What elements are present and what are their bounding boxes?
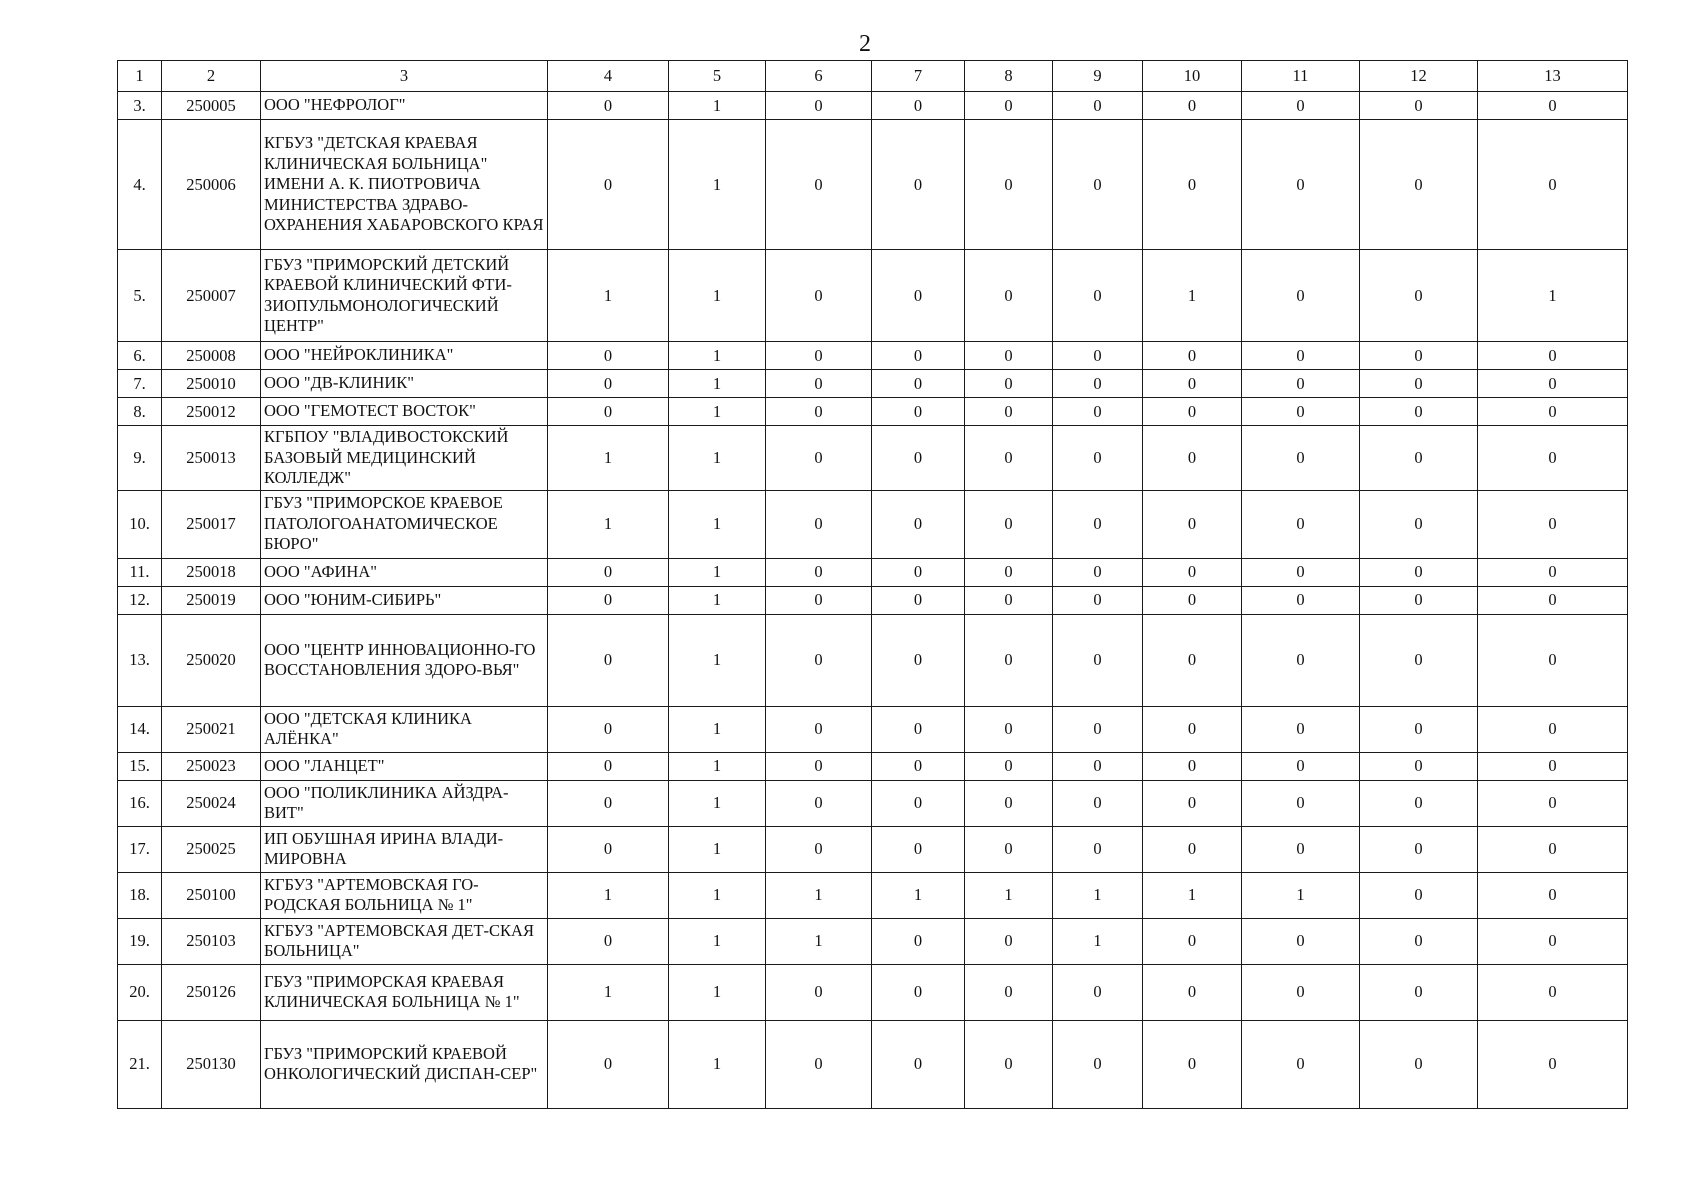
value-cell: 0 xyxy=(1053,92,1143,120)
value-cell: 0 xyxy=(1360,586,1478,614)
org-name-cell: ГБУЗ "ПРИМОРСКАЯ КРАЕВАЯ КЛИНИЧЕСКАЯ БОЛЬНИЦА № 1" xyxy=(261,964,548,1020)
value-cell: 0 xyxy=(872,752,965,780)
org-name-cell: ООО "ПОЛИКЛИНИКА АЙЗДРА-ВИТ" xyxy=(261,780,548,826)
value-cell: 0 xyxy=(1143,586,1242,614)
value-cell: 0 xyxy=(1478,706,1628,752)
org-name-cell: ООО "НЕЙРОКЛИНИКА" xyxy=(261,342,548,370)
value-cell: 0 xyxy=(1242,826,1360,872)
org-code-cell: 250021 xyxy=(162,706,261,752)
value-cell: 0 xyxy=(872,426,965,491)
page-number: 2 xyxy=(859,31,871,57)
value-cell: 0 xyxy=(872,826,965,872)
value-cell: 0 xyxy=(872,370,965,398)
value-cell: 0 xyxy=(1360,964,1478,1020)
value-cell: 0 xyxy=(548,342,669,370)
value-cell: 0 xyxy=(766,706,872,752)
org-code-cell: 250020 xyxy=(162,614,261,706)
value-cell: 0 xyxy=(965,586,1053,614)
value-cell: 0 xyxy=(965,752,1053,780)
org-name-cell: КГБУЗ "ДЕТСКАЯ КРАЕВАЯ КЛИНИЧЕСКАЯ БОЛЬНИЦА" ИМЕНИ А. К. ПИОТРОВИЧА МИНИСТЕРСТВА ЗДРАВО-ОХРАНЕНИЯ ХАБАРОВСКОГО КРАЯ xyxy=(261,120,548,250)
org-code-cell: 250024 xyxy=(162,780,261,826)
table-row xyxy=(118,614,1628,706)
value-cell: 0 xyxy=(965,490,1053,558)
value-cell: 0 xyxy=(1478,752,1628,780)
value-cell: 0 xyxy=(1478,1020,1628,1108)
value-cell: 0 xyxy=(1143,964,1242,1020)
value-cell: 0 xyxy=(1360,92,1478,120)
table-row xyxy=(118,342,1628,370)
value-cell: 0 xyxy=(1242,120,1360,250)
value-cell: 0 xyxy=(1053,586,1143,614)
value-cell: 0 xyxy=(1143,1020,1242,1108)
value-cell: 0 xyxy=(1478,780,1628,826)
value-cell: 0 xyxy=(766,614,872,706)
value-cell: 0 xyxy=(1360,370,1478,398)
value-cell: 0 xyxy=(1360,490,1478,558)
value-cell: 0 xyxy=(766,250,872,342)
row-number-cell: 12. xyxy=(118,586,162,614)
value-cell: 1 xyxy=(669,92,766,120)
value-cell: 0 xyxy=(1478,964,1628,1020)
org-name-cell: ООО "ЛАНЦЕТ" xyxy=(261,752,548,780)
org-name-cell: ИП ОБУШНАЯ ИРИНА ВЛАДИ-МИРОВНА xyxy=(261,826,548,872)
org-name-cell: ООО "ДВ-КЛИНИК" xyxy=(261,370,548,398)
value-cell: 0 xyxy=(872,250,965,342)
value-cell: 0 xyxy=(766,490,872,558)
value-cell: 0 xyxy=(872,706,965,752)
value-cell: 0 xyxy=(548,780,669,826)
header-cell: 9 xyxy=(1053,61,1143,92)
value-cell: 0 xyxy=(1143,426,1242,491)
value-cell: 0 xyxy=(1360,558,1478,586)
value-cell: 0 xyxy=(1360,426,1478,491)
table-row xyxy=(118,426,1628,491)
value-cell: 0 xyxy=(1143,490,1242,558)
value-cell: 0 xyxy=(766,826,872,872)
table-row xyxy=(118,120,1628,250)
value-cell: 0 xyxy=(872,964,965,1020)
value-cell: 1 xyxy=(669,872,766,918)
value-cell: 0 xyxy=(548,1020,669,1108)
row-number-cell: 20. xyxy=(118,964,162,1020)
value-cell: 0 xyxy=(548,826,669,872)
value-cell: 1 xyxy=(1478,250,1628,342)
value-cell: 0 xyxy=(1053,614,1143,706)
value-cell: 0 xyxy=(1053,398,1143,426)
table-row xyxy=(118,706,1628,752)
value-cell: 1 xyxy=(548,250,669,342)
org-name-cell: ООО "ЮНИМ-СИБИРЬ" xyxy=(261,586,548,614)
value-cell: 0 xyxy=(766,120,872,250)
value-cell: 1 xyxy=(669,614,766,706)
table-row xyxy=(118,586,1628,614)
value-cell: 1 xyxy=(548,490,669,558)
org-name-cell: ООО "ГЕМОТЕСТ ВОСТОК" xyxy=(261,398,548,426)
value-cell: 0 xyxy=(1053,120,1143,250)
value-cell: 0 xyxy=(1143,614,1242,706)
value-cell: 0 xyxy=(872,120,965,250)
value-cell: 0 xyxy=(1360,398,1478,426)
value-cell: 0 xyxy=(1143,398,1242,426)
header-cell: 12 xyxy=(1360,61,1478,92)
value-cell: 0 xyxy=(1143,370,1242,398)
table-row xyxy=(118,752,1628,780)
row-number-cell: 3. xyxy=(118,92,162,120)
header-cell: 7 xyxy=(872,61,965,92)
value-cell: 0 xyxy=(1360,706,1478,752)
value-cell: 0 xyxy=(1143,92,1242,120)
header-cell: 8 xyxy=(965,61,1053,92)
org-code-cell: 250008 xyxy=(162,342,261,370)
value-cell: 0 xyxy=(1478,92,1628,120)
value-cell: 0 xyxy=(1053,752,1143,780)
org-code-cell: 250018 xyxy=(162,558,261,586)
value-cell: 0 xyxy=(965,614,1053,706)
value-cell: 0 xyxy=(965,342,1053,370)
value-cell: 0 xyxy=(872,558,965,586)
value-cell: 0 xyxy=(1242,250,1360,342)
value-cell: 0 xyxy=(872,780,965,826)
value-cell: 1 xyxy=(548,964,669,1020)
row-number-cell: 10. xyxy=(118,490,162,558)
value-cell: 0 xyxy=(548,370,669,398)
value-cell: 1 xyxy=(669,342,766,370)
org-name-cell: ООО "ДЕТСКАЯ КЛИНИКА АЛЁНКА" xyxy=(261,706,548,752)
value-cell: 0 xyxy=(1242,370,1360,398)
value-cell: 0 xyxy=(548,558,669,586)
row-number-cell: 21. xyxy=(118,1020,162,1108)
value-cell: 0 xyxy=(872,342,965,370)
value-cell: 1 xyxy=(669,398,766,426)
value-cell: 0 xyxy=(1360,1020,1478,1108)
org-code-cell: 250025 xyxy=(162,826,261,872)
row-number-cell: 4. xyxy=(118,120,162,250)
row-number-cell: 16. xyxy=(118,780,162,826)
value-cell: 0 xyxy=(548,398,669,426)
value-cell: 0 xyxy=(766,342,872,370)
value-cell: 0 xyxy=(965,918,1053,964)
value-cell: 0 xyxy=(1143,342,1242,370)
value-cell: 1 xyxy=(965,872,1053,918)
header-row xyxy=(118,61,1628,92)
value-cell: 0 xyxy=(1478,826,1628,872)
value-cell: 1 xyxy=(548,872,669,918)
value-cell: 0 xyxy=(1143,752,1242,780)
value-cell: 0 xyxy=(1242,706,1360,752)
row-number-cell: 17. xyxy=(118,826,162,872)
value-cell: 0 xyxy=(1143,120,1242,250)
value-cell: 0 xyxy=(1053,426,1143,491)
row-number-cell: 5. xyxy=(118,250,162,342)
org-code-cell: 250012 xyxy=(162,398,261,426)
value-cell: 0 xyxy=(1053,706,1143,752)
value-cell: 0 xyxy=(1478,398,1628,426)
value-cell: 1 xyxy=(669,826,766,872)
value-cell: 0 xyxy=(766,558,872,586)
value-cell: 0 xyxy=(872,1020,965,1108)
value-cell: 0 xyxy=(1053,1020,1143,1108)
header-cell: 6 xyxy=(766,61,872,92)
row-number-cell: 8. xyxy=(118,398,162,426)
value-cell: 1 xyxy=(548,426,669,491)
value-cell: 0 xyxy=(965,426,1053,491)
value-cell: 0 xyxy=(1242,92,1360,120)
value-cell: 0 xyxy=(1053,370,1143,398)
org-code-cell: 250005 xyxy=(162,92,261,120)
org-code-cell: 250010 xyxy=(162,370,261,398)
value-cell: 0 xyxy=(965,398,1053,426)
value-cell: 0 xyxy=(1053,342,1143,370)
org-name-cell: КГБУЗ "АРТЕМОВСКАЯ ГО-РОДСКАЯ БОЛЬНИЦА № 1" xyxy=(261,872,548,918)
row-number-cell: 13. xyxy=(118,614,162,706)
value-cell: 1 xyxy=(872,872,965,918)
value-cell: 0 xyxy=(1242,426,1360,491)
org-code-cell: 250126 xyxy=(162,964,261,1020)
org-code-cell: 250007 xyxy=(162,250,261,342)
org-name-cell: ООО "ЦЕНТР ИННОВАЦИОННО-ГО ВОССТАНОВЛЕНИЯ ЗДОРО-ВЬЯ" xyxy=(261,614,548,706)
value-cell: 0 xyxy=(1478,614,1628,706)
header-cell: 2 xyxy=(162,61,261,92)
row-number-cell: 18. xyxy=(118,872,162,918)
value-cell: 0 xyxy=(872,92,965,120)
value-cell: 0 xyxy=(965,706,1053,752)
row-number-cell: 7. xyxy=(118,370,162,398)
value-cell: 0 xyxy=(1242,398,1360,426)
value-cell: 0 xyxy=(766,964,872,1020)
table-row xyxy=(118,918,1628,964)
value-cell: 0 xyxy=(1242,586,1360,614)
table-row xyxy=(118,558,1628,586)
row-number-cell: 14. xyxy=(118,706,162,752)
value-cell: 0 xyxy=(766,426,872,491)
value-cell: 0 xyxy=(766,1020,872,1108)
value-cell: 0 xyxy=(1242,490,1360,558)
value-cell: 0 xyxy=(1242,918,1360,964)
value-cell: 0 xyxy=(1053,250,1143,342)
value-cell: 0 xyxy=(1478,370,1628,398)
value-cell: 1 xyxy=(669,780,766,826)
value-cell: 0 xyxy=(1360,780,1478,826)
table-row xyxy=(118,872,1628,918)
header-cell: 4 xyxy=(548,61,669,92)
value-cell: 1 xyxy=(669,964,766,1020)
value-cell: 0 xyxy=(1143,918,1242,964)
value-cell: 0 xyxy=(872,918,965,964)
value-cell: 1 xyxy=(669,558,766,586)
value-cell: 0 xyxy=(965,92,1053,120)
value-cell: 0 xyxy=(1360,250,1478,342)
header-cell: 1 xyxy=(118,61,162,92)
value-cell: 0 xyxy=(1143,826,1242,872)
value-cell: 0 xyxy=(965,250,1053,342)
value-cell: 0 xyxy=(1360,342,1478,370)
org-name-cell: ГБУЗ "ПРИМОРСКИЙ КРАЕВОЙ ОНКОЛОГИЧЕСКИЙ ДИСПАН-СЕР" xyxy=(261,1020,548,1108)
value-cell: 0 xyxy=(1478,120,1628,250)
value-cell: 0 xyxy=(1360,614,1478,706)
header-cell: 10 xyxy=(1143,61,1242,92)
value-cell: 0 xyxy=(1360,918,1478,964)
value-cell: 1 xyxy=(1053,872,1143,918)
value-cell: 0 xyxy=(872,614,965,706)
value-cell: 0 xyxy=(548,918,669,964)
value-cell: 0 xyxy=(1143,706,1242,752)
value-cell: 1 xyxy=(1053,918,1143,964)
value-cell: 0 xyxy=(766,370,872,398)
value-cell: 0 xyxy=(766,752,872,780)
row-number-cell: 19. xyxy=(118,918,162,964)
value-cell: 0 xyxy=(872,586,965,614)
table-row xyxy=(118,826,1628,872)
org-name-cell: ГБУЗ "ПРИМОРСКИЙ ДЕТСКИЙ КРАЕВОЙ КЛИНИЧЕСКИЙ ФТИ-ЗИОПУЛЬМОНОЛОГИЧЕСКИЙ ЦЕНТР" xyxy=(261,250,548,342)
value-cell: 0 xyxy=(965,826,1053,872)
value-cell: 1 xyxy=(1242,872,1360,918)
value-cell: 0 xyxy=(1478,558,1628,586)
header-cell: 11 xyxy=(1242,61,1360,92)
value-cell: 0 xyxy=(872,490,965,558)
org-name-cell: ООО "НЕФРОЛОГ" xyxy=(261,92,548,120)
org-code-cell: 250013 xyxy=(162,426,261,491)
value-cell: 0 xyxy=(1360,752,1478,780)
value-cell: 0 xyxy=(1360,120,1478,250)
value-cell: 0 xyxy=(766,398,872,426)
org-code-cell: 250006 xyxy=(162,120,261,250)
row-number-cell: 11. xyxy=(118,558,162,586)
header-cell: 13 xyxy=(1478,61,1628,92)
value-cell: 0 xyxy=(1242,1020,1360,1108)
value-cell: 0 xyxy=(1053,558,1143,586)
value-cell: 0 xyxy=(1143,558,1242,586)
table-row xyxy=(118,370,1628,398)
value-cell: 1 xyxy=(669,120,766,250)
value-cell: 0 xyxy=(965,1020,1053,1108)
value-cell: 0 xyxy=(965,370,1053,398)
value-cell: 0 xyxy=(1478,490,1628,558)
value-cell: 1 xyxy=(1143,872,1242,918)
org-code-cell: 250019 xyxy=(162,586,261,614)
value-cell: 0 xyxy=(1242,780,1360,826)
value-cell: 0 xyxy=(1360,826,1478,872)
value-cell: 0 xyxy=(548,92,669,120)
value-cell: 0 xyxy=(1053,826,1143,872)
table-row xyxy=(118,250,1628,342)
value-cell: 0 xyxy=(1242,558,1360,586)
row-number-cell: 15. xyxy=(118,752,162,780)
table-row xyxy=(118,398,1628,426)
value-cell: 0 xyxy=(1242,752,1360,780)
value-cell: 0 xyxy=(548,706,669,752)
value-cell: 0 xyxy=(872,398,965,426)
value-cell: 1 xyxy=(669,426,766,491)
value-cell: 0 xyxy=(1478,342,1628,370)
value-cell: 1 xyxy=(766,918,872,964)
row-number-cell: 9. xyxy=(118,426,162,491)
value-cell: 0 xyxy=(766,586,872,614)
value-cell: 1 xyxy=(669,586,766,614)
row-number-cell: 6. xyxy=(118,342,162,370)
org-name-cell: ООО "АФИНА" xyxy=(261,558,548,586)
value-cell: 1 xyxy=(1143,250,1242,342)
value-cell: 0 xyxy=(1478,872,1628,918)
value-cell: 1 xyxy=(669,490,766,558)
table-row xyxy=(118,964,1628,1020)
org-code-cell: 250100 xyxy=(162,872,261,918)
value-cell: 1 xyxy=(669,918,766,964)
org-name-cell: КГБУЗ "АРТЕМОВСКАЯ ДЕТ-СКАЯ БОЛЬНИЦА" xyxy=(261,918,548,964)
value-cell: 0 xyxy=(1478,586,1628,614)
value-cell: 1 xyxy=(766,872,872,918)
org-code-cell: 250023 xyxy=(162,752,261,780)
value-cell: 0 xyxy=(1053,490,1143,558)
value-cell: 1 xyxy=(669,250,766,342)
value-cell: 0 xyxy=(548,586,669,614)
table-row xyxy=(118,92,1628,120)
table-row xyxy=(118,1020,1628,1108)
header-cell: 3 xyxy=(261,61,548,92)
org-name-cell: КГБПОУ "ВЛАДИВОСТОКСКИЙ БАЗОВЫЙ МЕДИЦИНСКИЙ КОЛЛЕДЖ" xyxy=(261,426,548,491)
value-cell: 0 xyxy=(548,614,669,706)
value-cell: 0 xyxy=(1242,964,1360,1020)
value-cell: 0 xyxy=(1360,872,1478,918)
value-cell: 0 xyxy=(1478,426,1628,491)
value-cell: 0 xyxy=(965,964,1053,1020)
value-cell: 0 xyxy=(766,92,872,120)
value-cell: 0 xyxy=(548,120,669,250)
org-name-cell: ГБУЗ "ПРИМОРСКОЕ КРАЕВОЕ ПАТОЛОГОАНАТОМИЧЕСКОЕ БЮРО" xyxy=(261,490,548,558)
org-code-cell: 250103 xyxy=(162,918,261,964)
header-cell: 5 xyxy=(669,61,766,92)
value-cell: 1 xyxy=(669,752,766,780)
org-code-cell: 250017 xyxy=(162,490,261,558)
org-code-cell: 250130 xyxy=(162,1020,261,1108)
table-row xyxy=(118,490,1628,558)
value-cell: 0 xyxy=(1143,780,1242,826)
value-cell: 1 xyxy=(669,370,766,398)
value-cell: 0 xyxy=(766,780,872,826)
value-cell: 0 xyxy=(965,780,1053,826)
value-cell: 1 xyxy=(669,706,766,752)
value-cell: 0 xyxy=(1053,964,1143,1020)
table-row xyxy=(118,780,1628,826)
value-cell: 0 xyxy=(1478,918,1628,964)
value-cell: 0 xyxy=(548,752,669,780)
value-cell: 0 xyxy=(965,558,1053,586)
registry-table xyxy=(117,60,1628,1109)
value-cell: 1 xyxy=(669,1020,766,1108)
value-cell: 0 xyxy=(1053,780,1143,826)
value-cell: 0 xyxy=(965,120,1053,250)
value-cell: 0 xyxy=(1242,614,1360,706)
value-cell: 0 xyxy=(1242,342,1360,370)
